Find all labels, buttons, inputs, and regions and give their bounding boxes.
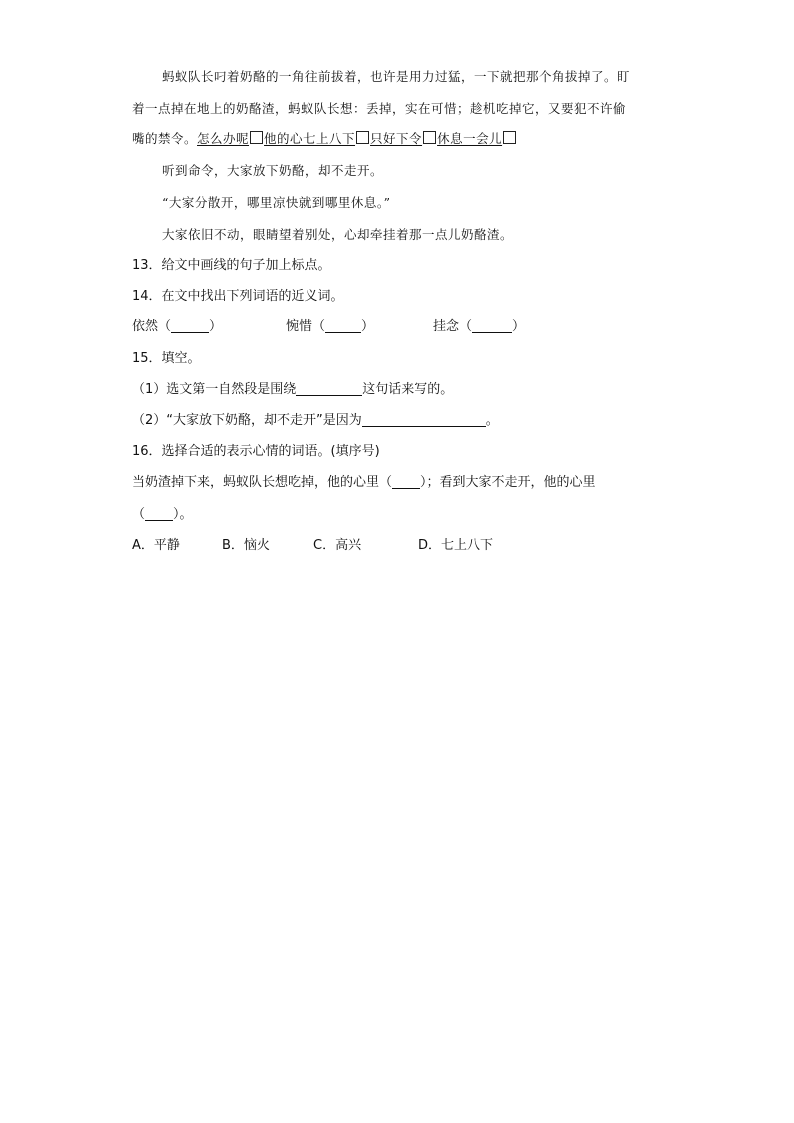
option-d: D．七上八下 (418, 538, 494, 553)
answer-blank[interactable] (296, 381, 362, 396)
answer-blank[interactable] (392, 474, 420, 489)
answer-blank[interactable] (362, 412, 486, 427)
underlined-sentence (197, 131, 517, 146)
punctuation-box (356, 131, 369, 144)
passage-line: 蚂蚁队长叼着奶酪的一角往前拔着，也许是用力过猛，一下就把那个角拔掉了。盯 (162, 69, 631, 84)
underlined-segment: 怎么办呢 (197, 131, 250, 146)
question-text: （ (132, 507, 146, 522)
passage-line (132, 130, 517, 148)
bracket-close: ） (209, 319, 223, 334)
question-text: （2）“大家放下奶酪，却不走开”是因为 (132, 413, 362, 428)
question-13: 13．给文中画线的句子加上标点。 (132, 258, 331, 273)
passage-line: 着一点掉在地上的奶酪渣，蚂蚁队长想：丢掉，实在可惜；趁机吃掉它，又要犯不许偷 (132, 101, 627, 116)
question-15-2 (132, 412, 499, 430)
question-text: ）。 (173, 507, 193, 522)
bracket-close: ） (361, 319, 375, 334)
synonym-word: 惋惜（ (286, 319, 326, 334)
question-16: 16．选择合适的表示心情的词语。(填序号) (132, 444, 380, 459)
question-text: 这句话来写的。 (362, 382, 454, 397)
question-text: （1）选文第一自然段是围绕 (132, 382, 297, 397)
option-a: A．平静 (132, 538, 180, 553)
bracket-close: ） (512, 319, 526, 334)
question-15: 15．填空。 (132, 351, 201, 366)
synonym-item (132, 318, 222, 336)
question-text: 当奶渣掉下来，蚂蚁队长想吃掉，他的心里（ (132, 475, 393, 490)
answer-blank[interactable] (171, 318, 209, 333)
question-15-1 (132, 381, 453, 399)
question-14: 14．在文中找出下列词语的近义词。 (132, 289, 344, 304)
synonym-word: 依然（ (132, 319, 172, 334)
option-b: B．恼火 (222, 538, 270, 553)
synonym-item (286, 318, 374, 336)
passage-text: 嘴的禁令。 (132, 131, 198, 146)
punctuation-box (423, 131, 436, 144)
answer-blank[interactable] (145, 506, 173, 521)
question-text: ）；看到大家不走开，他的心里 (420, 475, 596, 490)
question-16-line (132, 506, 193, 524)
question-16-line (132, 474, 596, 492)
question-text: 。 (485, 413, 499, 428)
underlined-segment: 他的心七上八下 (264, 131, 356, 146)
passage-line: 大家依旧不动，眼睛望着别处，心却牵挂着那一点儿奶酪渣。 (162, 227, 514, 242)
answer-blank[interactable] (472, 318, 512, 333)
synonym-word: 挂念（ (433, 319, 473, 334)
underlined-segment: 只好下令 (370, 131, 423, 146)
answer-blank[interactable] (325, 318, 361, 333)
synonym-item (433, 318, 525, 336)
option-c: C．高兴 (313, 538, 362, 553)
punctuation-box (503, 131, 516, 144)
passage-line: “大家分散开，哪里凉快就到哪里休息。” (162, 195, 391, 210)
underlined-segment: 休息一会儿 (437, 131, 503, 146)
passage-line: 听到命令，大家放下奶酪，却不走开。 (162, 163, 384, 178)
punctuation-box (250, 131, 263, 144)
